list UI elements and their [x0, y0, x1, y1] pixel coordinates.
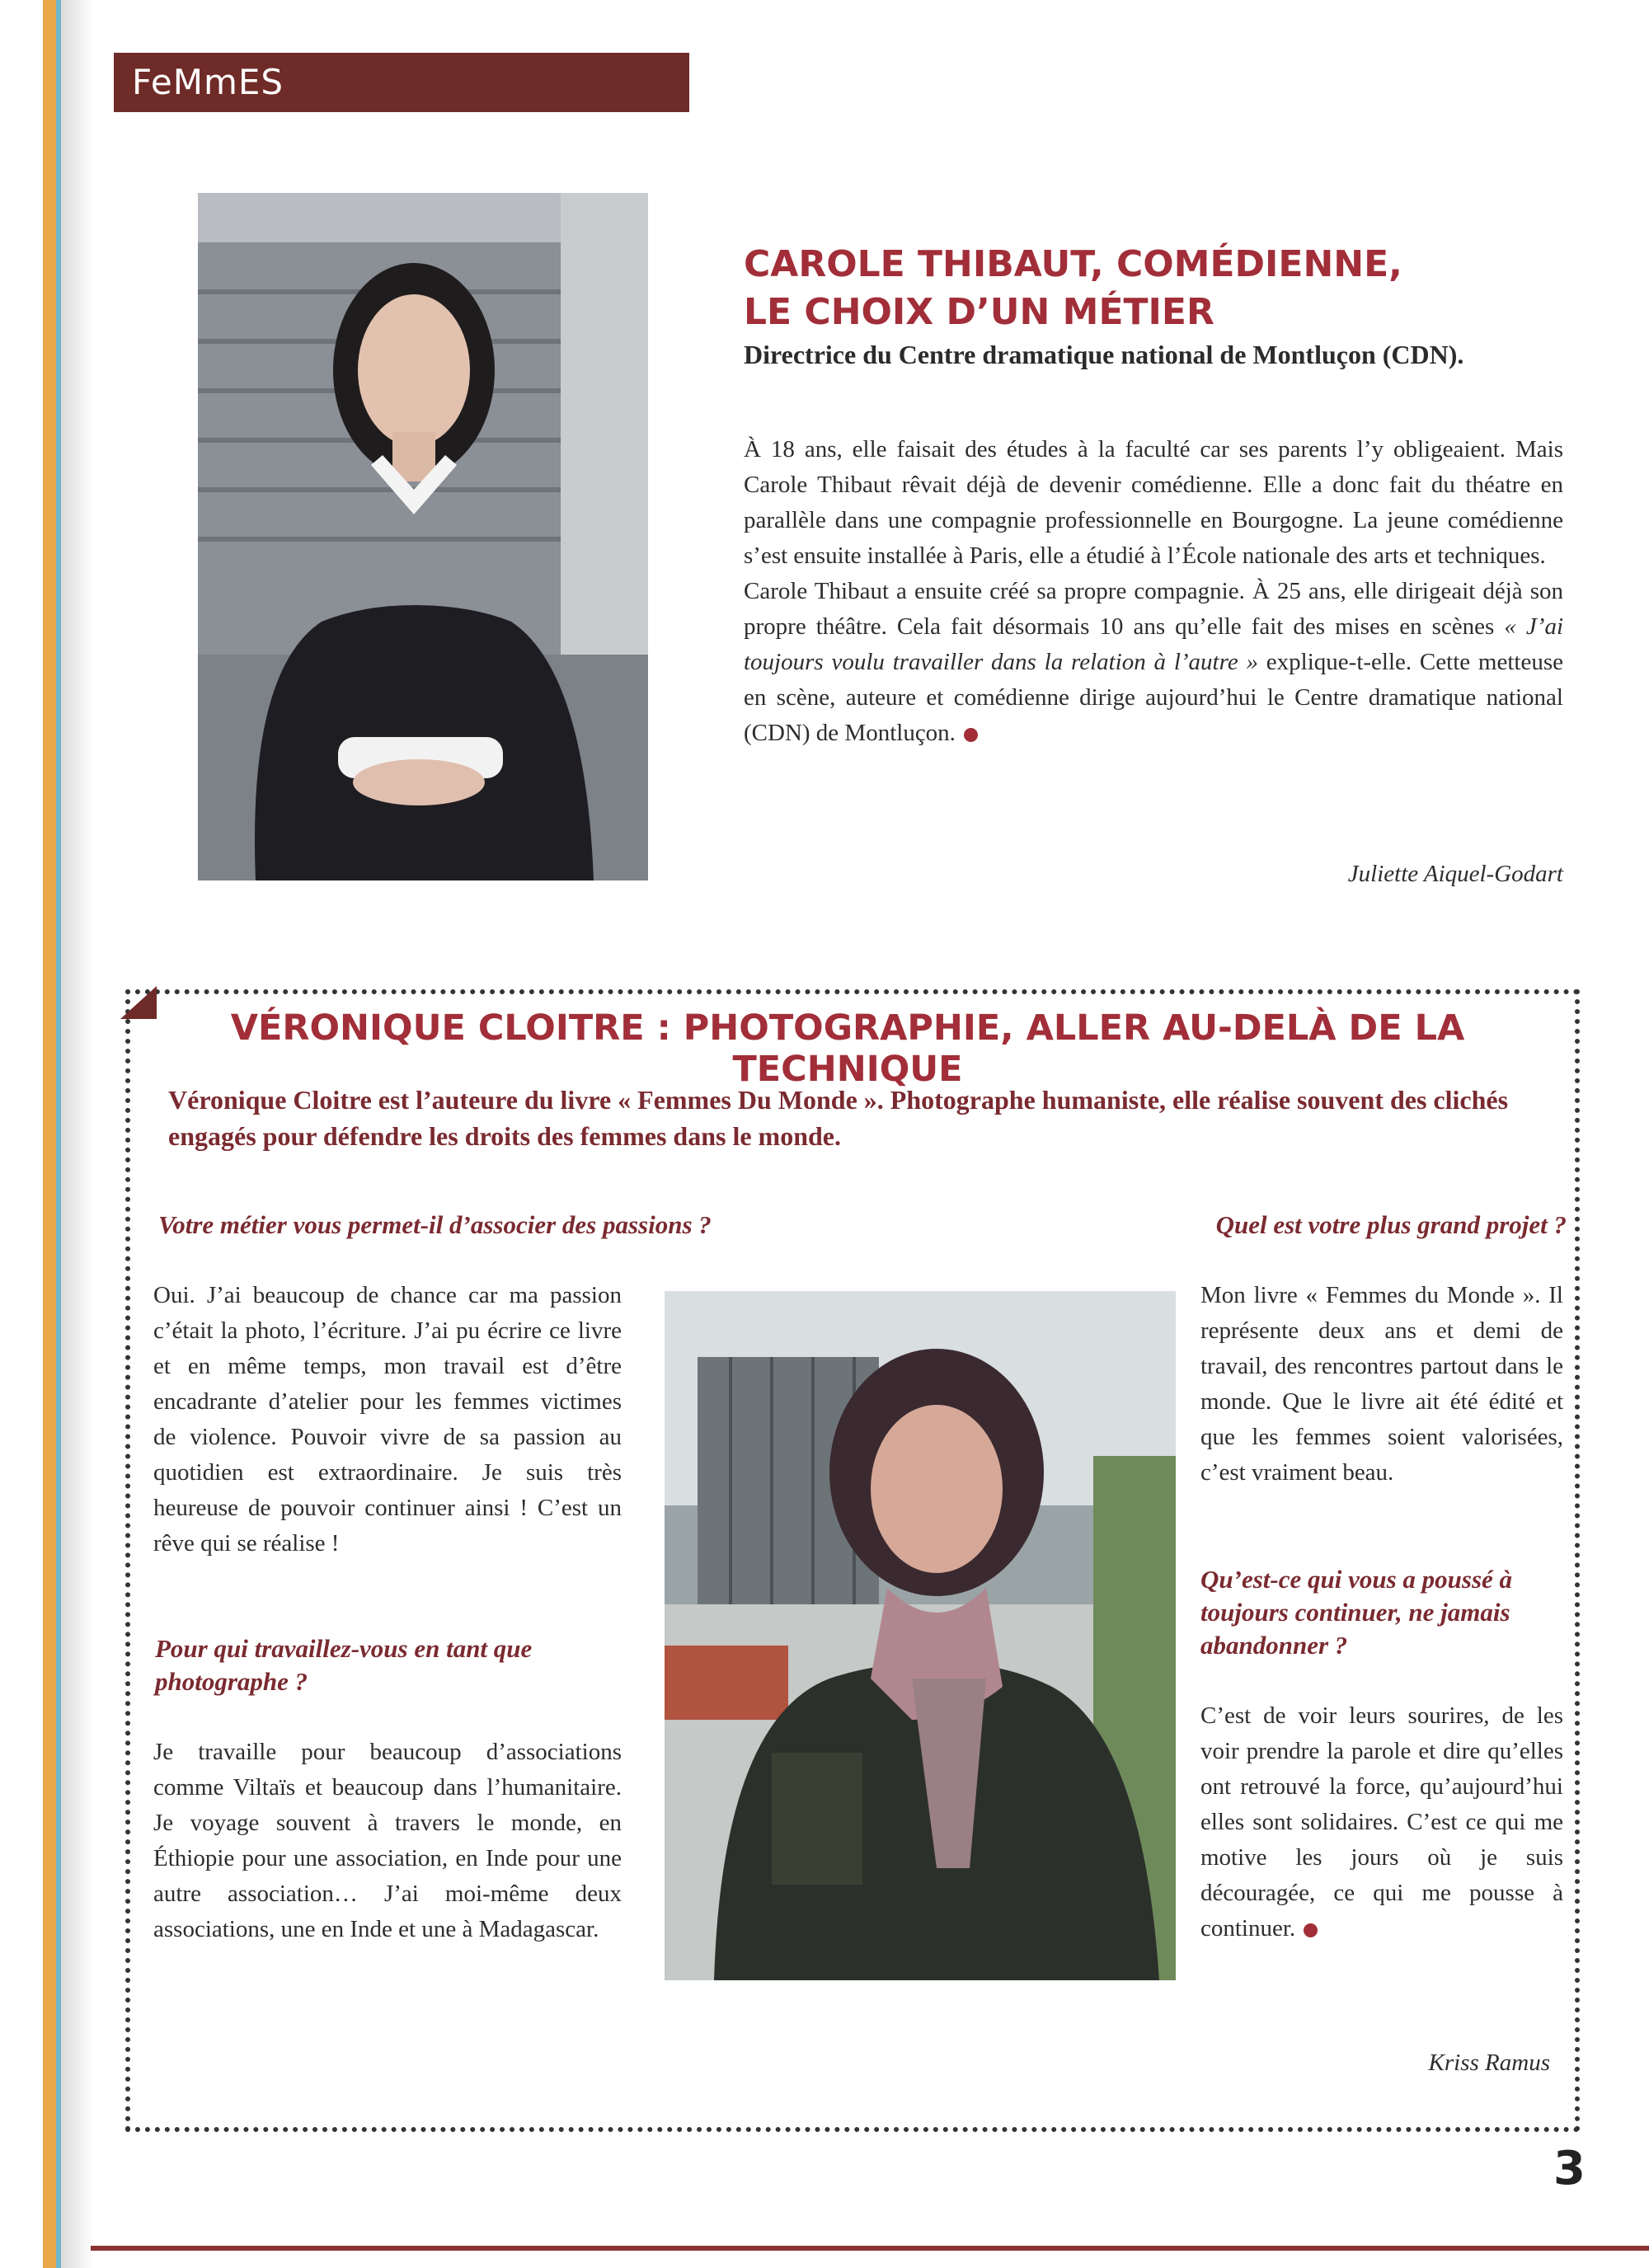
- answer-4: [1200, 1698, 1563, 1946]
- answer-1: Oui. J’ai beaucoup de chance car ma passion c’était la photo, l’écriture. J’ai pu écrire ce livre et en même temps, mon travail est d’être encadrante d’atelier pour les femmes victimes de violence. Pouvoir vivre de sa passion au quotidien est extraordinaire. Je suis très heureuse de pouvoir continuer ainsi ! C’est un rêve qui se réalise !: [153, 1282, 622, 1557]
- bullet-dot-icon: [964, 728, 978, 742]
- article2-author: Kriss Ramus: [1428, 2050, 1550, 2076]
- section-tag: FeMmES: [114, 53, 689, 112]
- question-1: Votre métier vous permet-il d’associer des passions ?: [158, 1210, 712, 1239]
- article1-title-line2: LE CHOIX D’UN MÉTIER: [744, 291, 1214, 333]
- article1-title-line1: CAROLE THIBAUT, COMÉDIENNE,: [744, 243, 1402, 285]
- answer-2: Je travaille pour beaucoup d’associations comme Viltaïs et beaucoup dans l’humanitaire. Je voyage souvent à travers le monde, en Éthiopie pour une association, en Inde pour une autre association… J’ai moi-même deux associations, une en Inde et une à Madagascar.: [153, 1739, 622, 1942]
- article1-title: [744, 241, 1568, 336]
- article1-body: [744, 432, 1563, 751]
- question-4: Qu’est-ce qui vous a poussé à toujours continuer, ne jamais abandonner ?: [1200, 1565, 1513, 1660]
- article1-paragraph1: À 18 ans, elle faisait des études à la faculté car ses parents l’y obligeaient. Mais Carole Thibaut rêvait déjà de devenir comédienne. Elle a donc fait du théatre en parallèle dans une compagnie professionnelle en Bourgogne. La jeune comédienne s’est ensuite installée à Paris, elle a étudié à l’École nationale des arts et techniques.: [744, 436, 1563, 569]
- article1-paragraph2-a: Carole Thibaut a ensuite créé sa propre compagnie. À 25 ans, elle dirigeait déjà son propre théâtre. Cela fait désormais 10 ans qu’elle fait des mises en scènes: [744, 578, 1563, 640]
- carole-thibaut-photo: [198, 193, 648, 880]
- question-3: Quel est votre plus grand projet ?: [1215, 1210, 1567, 1239]
- article2-intro: Véronique Cloitre est l’auteure du livre « Femmes Du Monde ». Photographe humaniste, elle réalise souvent des clichés engagés pour défendre les droits des femmes dans le monde.: [168, 1085, 1509, 1151]
- answer-3: Mon livre « Femmes du Monde ». Il représente deux ans et demi de travail, des rencontres partout dans le monde. Que le livre ait été édité et que les femmes soient valorisées, c’est vraiment beau.: [1200, 1282, 1563, 1486]
- article1-author: Juliette Aiquel-Godart: [1347, 861, 1563, 887]
- answer-4-text: C’est de voir leurs sourires, de les voir prendre la parole et dire qu’elles ont retrouvé la force, qu’aujourd’hui elles sont solidaires. C’est ce qui me motive les jours où je suis découragée, ce qui me pousse à continuer.: [1200, 1702, 1563, 1942]
- bottom-rule: [91, 2246, 1649, 2251]
- article1-subtitle: Directrice du Centre dramatique national de Montluçon (CDN).: [744, 340, 1464, 369]
- binding-edge-orange: [43, 0, 56, 2268]
- bullet-dot-icon: [1304, 1923, 1318, 1937]
- article1-quote: « J’ai toujours voulu travailler dans la relation à l’autre »: [744, 613, 1564, 675]
- binding-shadow: [61, 0, 94, 2268]
- question-2: Pour qui travaillez-vous en tant que photographe ?: [155, 1634, 533, 1696]
- article1-paragraph2-b: explique-t-elle. Cette metteuse en scène, auteure et comédienne dirige aujourd’hui le Centre dramatique national (CDN) de Montluçon.: [744, 649, 1564, 746]
- veronique-cloitre-photo: [665, 1291, 1176, 1980]
- article2-title: VÉRONIQUE CLOITRE : PHOTOGRAPHIE, ALLER AU-DELÀ DE LA TECHNIQUE: [230, 1007, 1465, 1090]
- page-number: 3: [1553, 2142, 1586, 2195]
- article1-paragraph2: [744, 574, 1563, 751]
